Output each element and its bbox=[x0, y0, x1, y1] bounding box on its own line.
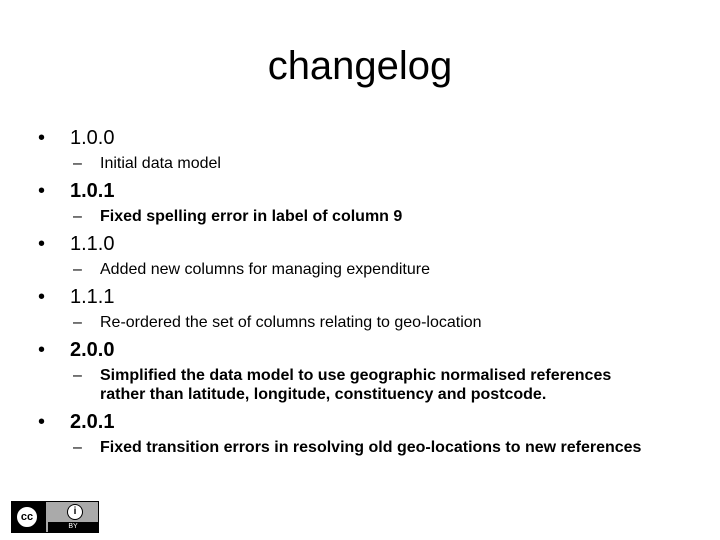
change-note: Fixed transition errors in resolving old geo-locations to new references bbox=[100, 439, 642, 456]
slide-title: changelog bbox=[267, 44, 453, 88]
changelog-entry bbox=[38, 410, 698, 457]
changelog-entry bbox=[38, 338, 698, 404]
changelog-entry bbox=[38, 179, 698, 226]
dash-icon: – bbox=[73, 208, 82, 225]
by-label: BY bbox=[48, 522, 98, 532]
version-label: 1.1.0 bbox=[70, 233, 115, 255]
version-label: 1.0.1 bbox=[70, 180, 115, 202]
changelog-entry bbox=[38, 126, 698, 173]
version-label: 1.1.1 bbox=[70, 286, 115, 308]
cc-logo-icon: cc bbox=[15, 505, 39, 529]
dash-icon: – bbox=[73, 155, 82, 172]
version-label: 1.0.0 bbox=[70, 127, 115, 149]
change-note: Initial data model bbox=[100, 155, 221, 172]
change-note: Fixed spelling error in label of column 9 bbox=[100, 208, 403, 225]
changelog-entry bbox=[38, 232, 698, 279]
bullet-icon: • bbox=[38, 411, 46, 433]
changelog-list bbox=[38, 126, 698, 457]
dash-icon: – bbox=[73, 314, 82, 331]
bullet-icon: • bbox=[38, 233, 46, 255]
change-note: Simplified the data model to use geographic normalised references rather than latitude, longitude, constituency and postcode. bbox=[100, 367, 612, 403]
attribution-icon: i bbox=[67, 504, 83, 520]
bullet-icon: • bbox=[38, 339, 46, 361]
bullet-icon: • bbox=[38, 286, 46, 308]
dash-icon: – bbox=[73, 367, 82, 384]
bullet-icon: • bbox=[38, 127, 46, 149]
version-label: 2.0.1 bbox=[70, 411, 115, 433]
change-note: Re-ordered the set of columns relating to geo-location bbox=[100, 314, 482, 331]
dash-icon: – bbox=[73, 439, 82, 456]
creative-commons-by-icon bbox=[11, 501, 99, 533]
bullet-icon: • bbox=[38, 180, 46, 202]
version-label: 2.0.0 bbox=[70, 339, 115, 361]
change-note: Added new columns for managing expenditure bbox=[100, 261, 430, 278]
changelog-entry bbox=[38, 285, 698, 332]
dash-icon: – bbox=[73, 261, 82, 278]
